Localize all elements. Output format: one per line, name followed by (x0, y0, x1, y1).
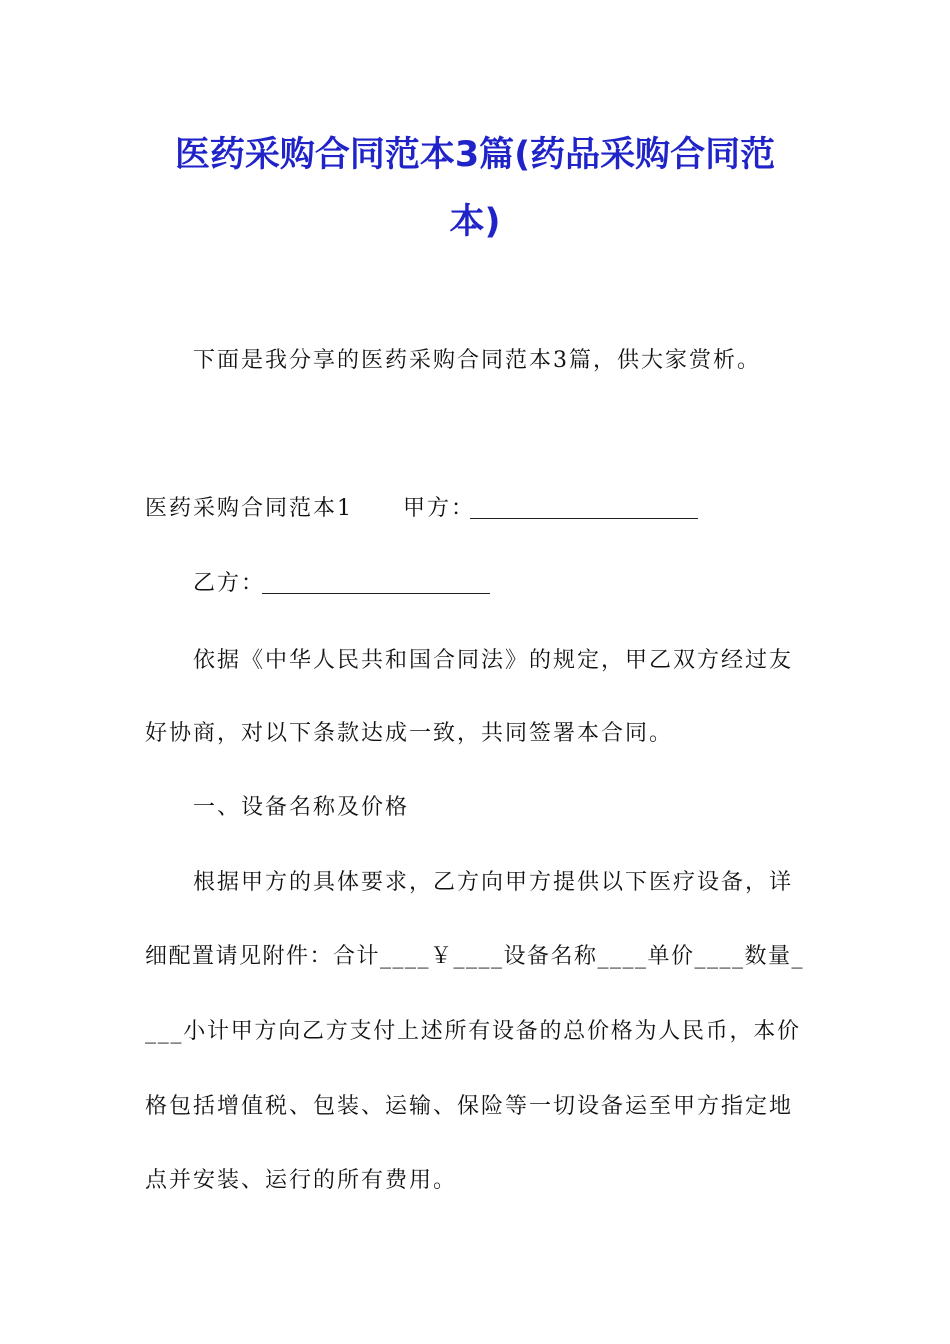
section-1-line-5: 点并安装、运行的所有费用。 (145, 1168, 458, 1193)
section-1-line-4: 格包括增值税、包装、运输、保险等一切设备运至甲方指定地 (145, 1094, 794, 1119)
section-1-line-3: ___小计甲方向乙方支付上述所有设备的总价格为人民币，本价 (145, 1019, 801, 1044)
section-1-line-1: 根据甲方的具体要求，乙方向甲方提供以下医疗设备，详 (193, 870, 794, 895)
section-1-line-2: 细配置请见附件：合计____￥____设备名称____单价____数量_ (145, 944, 805, 969)
section-1-title: 一、设备名称及价格 (193, 795, 410, 820)
party-a-blank (470, 518, 698, 519)
basis-paragraph-line-1: 依据《中华人民共和国合同法》的规定，甲乙双方经过友 (193, 648, 794, 673)
intro-paragraph: 下面是我分享的医药采购合同范本3篇，供大家赏析。 (193, 348, 761, 373)
document-title-line-2: 本) (449, 202, 501, 242)
party-a-label: 甲方： (403, 496, 476, 521)
party-b-label: 乙方： (193, 571, 266, 596)
document-title-line-1: 医药采购合同范本3篇(药品采购合同范 (174, 135, 776, 175)
basis-paragraph-line-2: 好协商，对以下条款达成一致，共同签署本合同。 (145, 721, 674, 746)
contract-heading: 医药采购合同范本1 (145, 496, 353, 521)
party-b-blank (262, 593, 490, 594)
